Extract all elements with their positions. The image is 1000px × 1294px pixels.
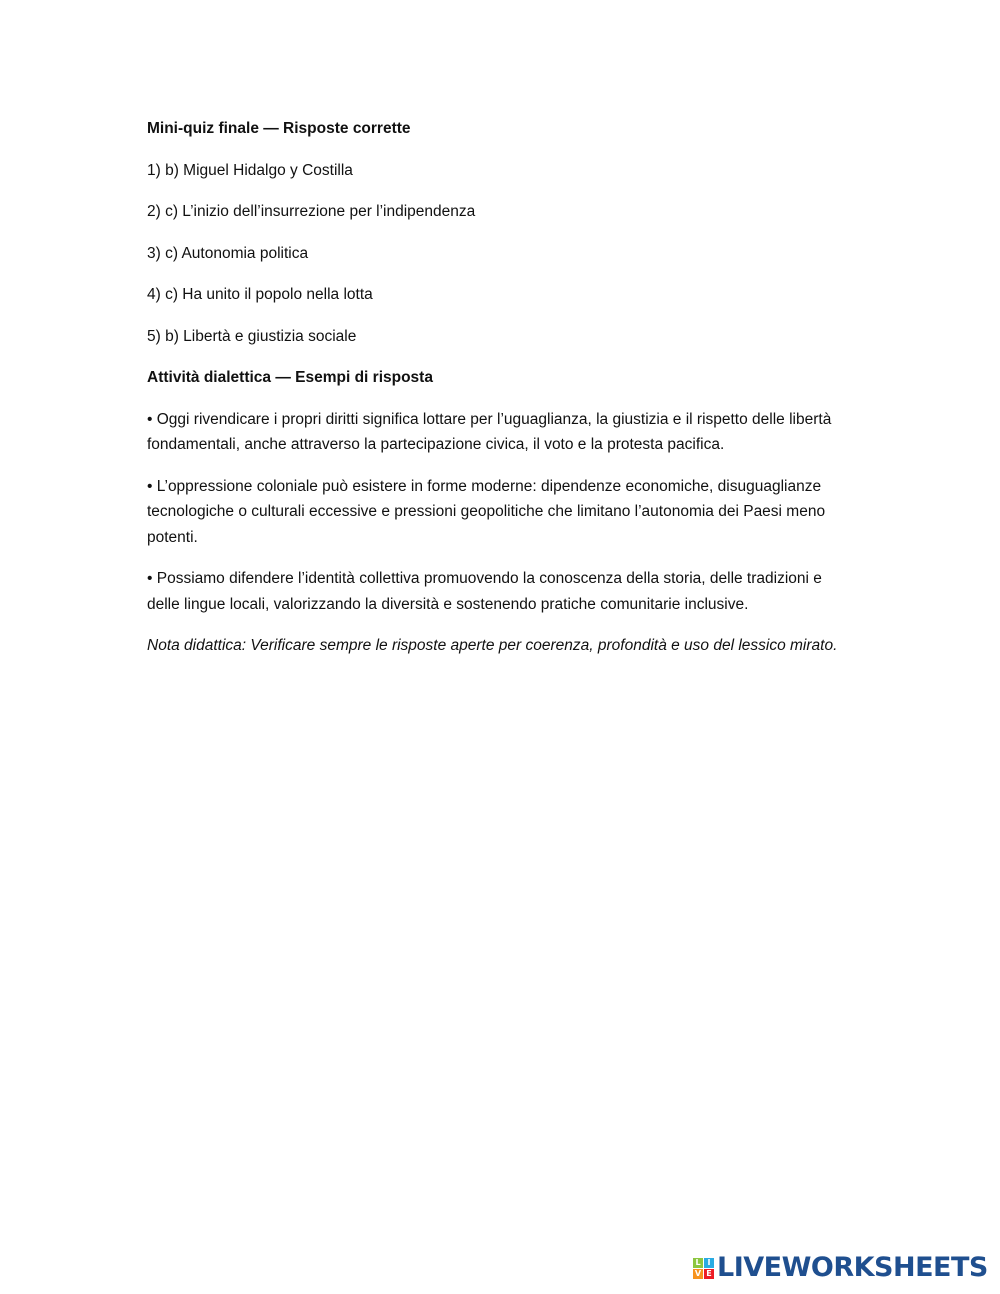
logo-letter-e: E [704, 1269, 714, 1279]
quiz-title: Mini-quiz finale — Risposte corrette [147, 120, 411, 137]
activity-paragraph-2: • L’oppressione coloniale può esistere in forme moderne: dipendenze economiche, disuguaglianze tecnologiche o culturali eccessive e pressioni geopolitiche che limitano l’autonomia dei Paesi meno potenti. [147, 477, 826, 546]
teaching-note: Nota didattica: Verificare sempre le risposte aperte per coerenza, profondità e uso del lessico mirato. [147, 637, 838, 654]
quiz-answer-2: 2) c) L’inizio dell’insurrezione per l’indipendenza [147, 203, 476, 220]
logo-letter-v: V [694, 1268, 702, 1278]
quiz-answer-1: 1) b) Miguel Hidalgo y Costilla [147, 161, 353, 179]
activity-title: Attività dialettica — Esempi di risposta [147, 369, 433, 386]
liveworksheets-logo-icon [693, 1258, 714, 1279]
activity-paragraph-3: • Possiamo difendere l’identità collettiva promuovendo la conoscenza della storia, delle tradizioni e delle lingue locali, valorizzando la diversità e sostenendo pratiche comunitarie inclusive. [147, 570, 822, 613]
quiz-answer-5: 5) b) Libertà e giustizia sociale [147, 327, 357, 345]
liveworksheets-wordmark: LIVEWORKSHEETS [717, 1252, 988, 1283]
quiz-answer-3: 3) c) Autonomia politica [147, 244, 309, 262]
logo-letter-l: L [693, 1258, 703, 1268]
activity-paragraph-1: • Oggi rivendicare i propri diritti significa lottare per l’uguaglianza, la giustizia e il rispetto delle libertà fondamentali, anche attraverso la partecipazione civica, il voto e la protesta pacifica. [147, 410, 832, 453]
liveworksheets-logo [693, 1252, 988, 1284]
document-body [147, 116, 847, 659]
logo-letter-i: I [704, 1258, 714, 1268]
quiz-answer-4: 4) c) Ha unito il popolo nella lotta [147, 286, 373, 303]
